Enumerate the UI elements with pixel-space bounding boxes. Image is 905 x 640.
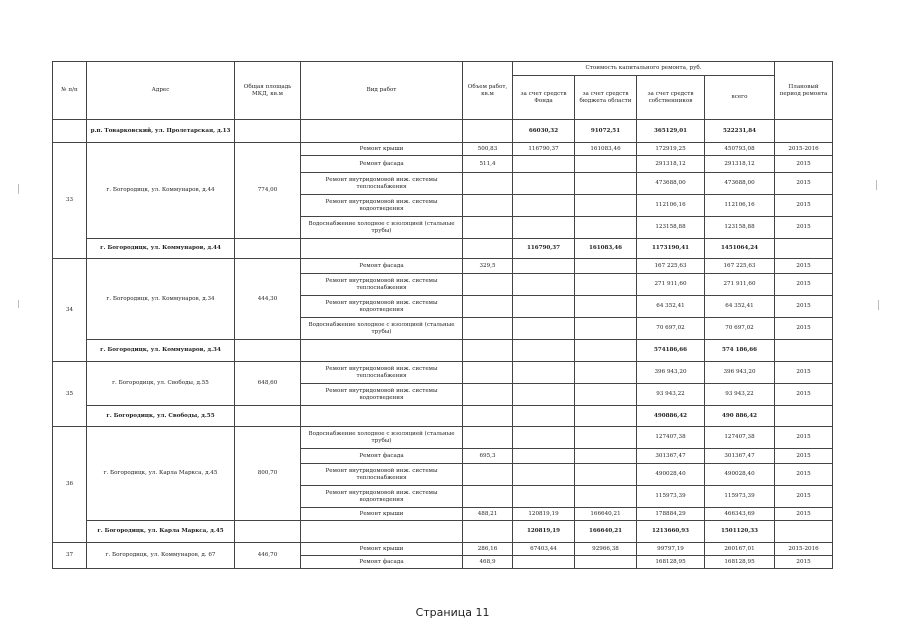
col-work-header: Вид работ (301, 62, 463, 120)
col-region-header: за счет средств бюджета области (575, 76, 637, 120)
total-cell: 490028,40 (705, 464, 775, 486)
scan-mark (878, 300, 879, 310)
address-cell: г. Богородицк, ул. Карла Маркса, д.45 (87, 427, 235, 521)
owners-cell: 172919,25 (637, 143, 705, 156)
period-cell: 2015 (775, 259, 833, 274)
period-cell: 2015 (775, 217, 833, 239)
period-cell: 2015 (775, 384, 833, 406)
owners-cell: 396 943,20 (637, 362, 705, 384)
owners-cell: 112106,16 (637, 195, 705, 217)
fund-cell: 116790,37 (513, 239, 575, 259)
scan-mark (18, 184, 19, 194)
work-cell: Ремонт внутридомовой инж. системы водоотведения (301, 384, 463, 406)
table-row (53, 362, 833, 384)
period-cell: 2015 (775, 464, 833, 486)
work-cell: Водоснабжение холодное с изоляцией (стальные трубы) (301, 427, 463, 449)
col-cost-header: Стоимость капитального ремонта, руб. (513, 62, 775, 76)
total-cell: 112106,16 (705, 195, 775, 217)
total-cell: 1501120,33 (705, 521, 775, 543)
num-cell: 35 (53, 362, 87, 427)
total-cell: 450793,08 (705, 143, 775, 156)
fund-cell: 67403,44 (513, 543, 575, 556)
scan-mark (876, 180, 877, 190)
address-cell: г. Богородицк, ул. Свободы, д.55 (87, 406, 235, 427)
address-cell: г. Богородицк, ул. Карла Маркса, д.45 (87, 521, 235, 543)
period-cell: 2015 (775, 173, 833, 195)
total-cell: 168128,95 (705, 556, 775, 569)
num-cell: 33 (53, 143, 87, 259)
owners-cell: 271 911,60 (637, 274, 705, 296)
area-cell: 800,70 (235, 427, 301, 521)
num-cell: 34 (53, 259, 87, 362)
area-cell: 444,30 (235, 259, 301, 340)
owners-cell: 291318,12 (637, 156, 705, 173)
address-cell: г. Богородицк, ул. Коммунаров, д.34 (87, 340, 235, 362)
region-cell: 92966,38 (575, 543, 637, 556)
col-address-header: Адрес (87, 62, 235, 120)
area-cell: 446,70 (235, 543, 301, 569)
fund-cell: 120819,19 (513, 508, 575, 521)
repair-table (52, 61, 833, 569)
work-cell: Ремонт крыши (301, 143, 463, 156)
owners-cell: 123158,88 (637, 217, 705, 239)
address-cell: г. Богородицк, ул. Коммунаров, д. 67 (87, 543, 235, 569)
address-cell: г. Богородицк, ул. Свободы, д.55 (87, 362, 235, 406)
subtotal-row (53, 340, 833, 362)
total-cell: 396 943,20 (705, 362, 775, 384)
address-cell: г. Богородицк, ул. Коммунаров, д.44 (87, 143, 235, 239)
total-cell: 574 186,66 (705, 340, 775, 362)
volume-cell: 511,4 (463, 156, 513, 173)
total-cell: 64 352,41 (705, 296, 775, 318)
volume-cell: 500,83 (463, 143, 513, 156)
region-cell: 166640,21 (575, 521, 637, 543)
owners-cell: 490886,42 (637, 406, 705, 427)
num-cell: 37 (53, 543, 87, 569)
period-cell: 2015-2016 (775, 543, 833, 556)
work-cell: Ремонт внутридомовой инж. системы водоотведения (301, 195, 463, 217)
address-cell: г. Богородицк, ул. Коммунаров, д.34 (87, 259, 235, 340)
col-volume-header: Объем работ, кв.м (463, 62, 513, 120)
num-cell: 36 (53, 427, 87, 543)
subtotal-row (53, 521, 833, 543)
total-cell: 522231,84 (705, 120, 775, 143)
work-cell: Ремонт внутридомовой инж. системы теплоснабжения (301, 464, 463, 486)
region-cell: 161083,46 (575, 143, 637, 156)
region-cell: 161083,46 (575, 239, 637, 259)
total-cell: 291318,12 (705, 156, 775, 173)
work-cell: Ремонт крыши (301, 508, 463, 521)
work-cell: Ремонт фасада (301, 449, 463, 464)
volume-cell: 488,21 (463, 508, 513, 521)
period-cell: 2015 (775, 556, 833, 569)
page-number: Страница 11 (415, 606, 490, 619)
volume-cell: 286,16 (463, 543, 513, 556)
region-cell: 166640,21 (575, 508, 637, 521)
area-cell: 648,60 (235, 362, 301, 406)
owners-cell: 473688,00 (637, 173, 705, 195)
fund-cell: 120819,19 (513, 521, 575, 543)
period-cell: 2015 (775, 195, 833, 217)
subtotal-row (53, 239, 833, 259)
col-total-header: всего (705, 76, 775, 120)
total-cell: 301367,47 (705, 449, 775, 464)
period-cell: 2015-2016 (775, 143, 833, 156)
work-cell: Ремонт внутридомовой инж. системы теплоснабжения (301, 173, 463, 195)
owners-cell: 1213660,93 (637, 521, 705, 543)
owners-cell: 64 352,41 (637, 296, 705, 318)
col-owners-header: за счет средств собственников (637, 76, 705, 120)
work-cell: Ремонт фасада (301, 156, 463, 173)
address-cell: р.п. Товарковский, ул. Пролетарская, д.13 (87, 120, 235, 143)
owners-cell: 301367,47 (637, 449, 705, 464)
total-cell: 93 943,22 (705, 384, 775, 406)
owners-cell: 167 225,63 (637, 259, 705, 274)
work-cell: Водоснабжение холодное с изоляцией (стальные трубы) (301, 217, 463, 239)
period-cell: 2015 (775, 449, 833, 464)
owners-cell: 168128,95 (637, 556, 705, 569)
volume-cell: 695,3 (463, 449, 513, 464)
work-cell: Водоснабжение холодное с изоляцией (стальные трубы) (301, 318, 463, 340)
period-cell: 2015 (775, 486, 833, 508)
table-row (53, 427, 833, 449)
scan-mark (18, 300, 19, 308)
total-cell: 115973,39 (705, 486, 775, 508)
owners-cell: 93 943,22 (637, 384, 705, 406)
volume-cell: 468,9 (463, 556, 513, 569)
owners-cell: 99797,19 (637, 543, 705, 556)
owners-cell: 1173190,41 (637, 239, 705, 259)
work-cell: Ремонт внутридомовой инж. системы теплоснабжения (301, 274, 463, 296)
total-cell: 167 225,63 (705, 259, 775, 274)
work-cell: Ремонт внутридомовой инж. системы теплоснабжения (301, 362, 463, 384)
owners-cell: 70 697,02 (637, 318, 705, 340)
period-cell: 2015 (775, 274, 833, 296)
total-cell: 127407,38 (705, 427, 775, 449)
volume-cell: 329,5 (463, 259, 513, 274)
work-cell: Ремонт крыши (301, 543, 463, 556)
region-cell: 91072,51 (575, 120, 637, 143)
col-period-header: Плановый период ремонта (775, 62, 833, 120)
total-cell: 70 697,02 (705, 318, 775, 340)
subtotal-row (53, 406, 833, 427)
header-row (53, 62, 833, 76)
period-cell: 2015 (775, 318, 833, 340)
work-cell: Ремонт внутридомовой инж. системы водоотведения (301, 486, 463, 508)
address-cell: г. Богородицк, ул. Коммунаров, д.44 (87, 239, 235, 259)
period-cell: 2015 (775, 156, 833, 173)
col-fund-header: за счет средств Фонда (513, 76, 575, 120)
owners-cell: 127407,38 (637, 427, 705, 449)
work-cell: Ремонт фасада (301, 556, 463, 569)
table-row (53, 143, 833, 156)
fund-cell: 116790,37 (513, 143, 575, 156)
owners-cell: 574186,66 (637, 340, 705, 362)
period-cell: 2015 (775, 427, 833, 449)
period-cell: 2015 (775, 362, 833, 384)
area-cell: 774,00 (235, 143, 301, 239)
fund-cell: 66030,32 (513, 120, 575, 143)
col-num-header: № п/п (53, 62, 87, 120)
owners-cell: 115973,39 (637, 486, 705, 508)
subtotal-row (53, 120, 833, 143)
owners-cell: 178884,29 (637, 508, 705, 521)
period-cell: 2015 (775, 508, 833, 521)
total-cell: 490 886,42 (705, 406, 775, 427)
total-cell: 466343,69 (705, 508, 775, 521)
period-cell: 2015 (775, 296, 833, 318)
owners-cell: 490028,40 (637, 464, 705, 486)
total-cell: 260167,01 (705, 543, 775, 556)
table-row (53, 543, 833, 556)
total-cell: 473688,00 (705, 173, 775, 195)
table-row (53, 259, 833, 274)
col-area-header: Общая площадь МКД, кв.м (235, 62, 301, 120)
work-cell: Ремонт внутридомовой инж. системы водоотведения (301, 296, 463, 318)
total-cell: 1451064,24 (705, 239, 775, 259)
work-cell: Ремонт фасада (301, 259, 463, 274)
total-cell: 271 911,60 (705, 274, 775, 296)
owners-cell: 365129,01 (637, 120, 705, 143)
total-cell: 123158,88 (705, 217, 775, 239)
